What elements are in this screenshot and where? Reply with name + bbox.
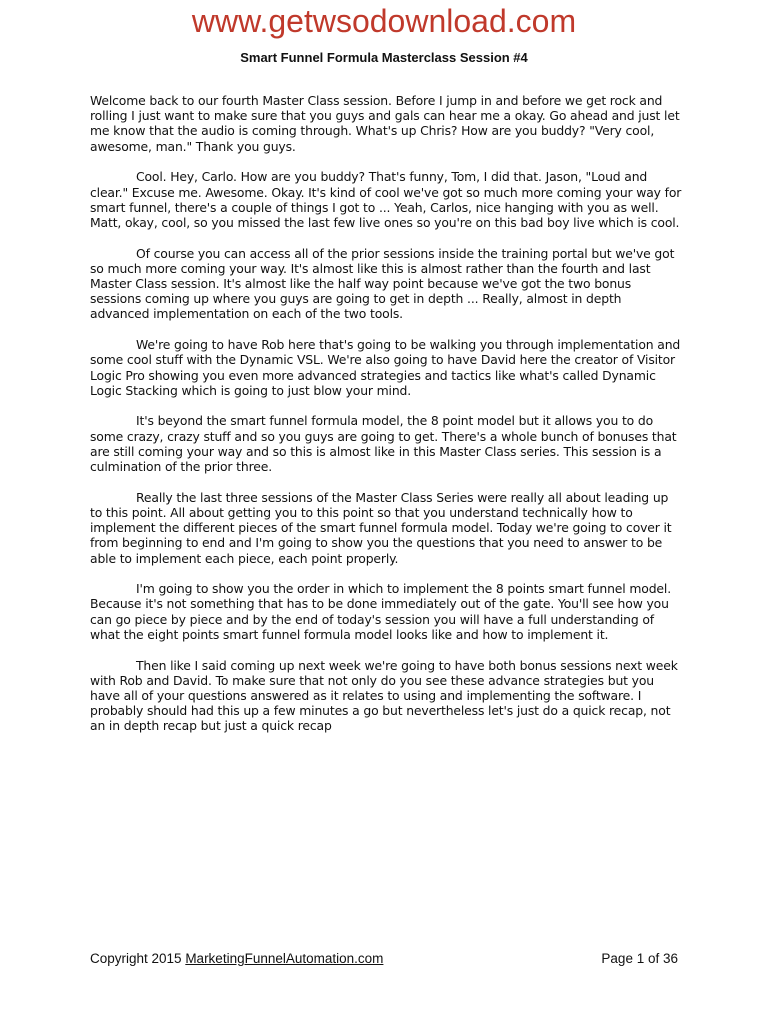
- watermark-url: www.getwsodownload.com: [191, 3, 577, 39]
- paragraph: Cool. Hey, Carlo. How are you buddy? That's funny, Tom, I did that. Jason, "Loud and clear." Excuse me. Awesome. Okay. It's kind of cool we've got so much more coming your way for smart funnel, there's a couple of things I got to ... Yeah, Carlos, nice hanging with you as well. Matt, okay, cool, so you missed the last few live ones so you're on this bad boy live which is cool.: [90, 169, 682, 230]
- paragraph: Welcome back to our fourth Master Class session. Before I jump in and before we get rock and rolling I just want to make sure that you guys and gals can hear me a okay. Go ahead and just let me know that the audio is coming through. What's up Chris? How are you buddy? "Very cool, awesome, man." Thank you guys.: [90, 93, 680, 154]
- page-number: Page 1 of 36: [601, 951, 678, 966]
- paragraph: We're going to have Rob here that's going to be walking you through implementation and some cool stuff with the Dynamic VSL. We're also going to have David here the creator of Visitor Logic Pro showing you even more advanced strategies and tactics like what's called Dynamic Logic Stacking which is going to just blow your mind.: [90, 337, 681, 398]
- paragraph: I'm going to show you the order in which to implement the 8 points smart funnel model. Because it's not something that has to be done immediately out of the gate. You'll see how you can go piece by piece and by the end of today's session you will have a full understanding of what the eight points smart funnel formula model looks like and how to implement it.: [90, 581, 671, 642]
- paragraph: Of course you can access all of the prior sessions inside the training portal but we've got so much more coming your way. It's almost like this is almost rather than the fourth and last Master Class session. It's almost like the half way point because we've got the two bonus sessions coming up where you guys are going to get in depth ... Really, almost in depth advanced implementation on each of the two tools.: [90, 245, 675, 322]
- copyright-link[interactable]: MarketingFunnelAutomation.com: [185, 951, 384, 966]
- paragraph: Really the last three sessions of the Master Class Series were really all about leading up to this point. All about getting you to this point so that you understand technically how to implement the different pieces of the smart funnel formula model. Today we're going to cover it from beginning to end and I'm going to show you the questions that you need to answer to be able to implement each piece, each point properly.: [90, 489, 672, 566]
- paragraph: Then like I said coming up next week we're going to have both bonus sessions next week with Rob and David. To make sure that not only do you see these advance strategies but you have all of your questions answered as it relates to using and implementing the software. I probably should had this up a few minutes a go but nevertheless let's just do a quick recap, not an in depth recap but just a quick recap: [90, 657, 678, 734]
- copyright-prefix: Copyright 2015: [90, 951, 186, 966]
- paragraph: It's beyond the smart funnel formula model, the 8 point model but it allows you to do some crazy, crazy stuff and so you guys are going to get. There's a whole bunch of bonuses that are still coming your way and so this is almost like in this Master Class series. This session is a culmination of the prior three.: [90, 413, 677, 475]
- document-title: Smart Funnel Formula Masterclass Session #4: [240, 50, 528, 65]
- page-footer: [90, 950, 678, 968]
- document-body: [90, 93, 682, 749]
- copyright-notice: [90, 950, 383, 968]
